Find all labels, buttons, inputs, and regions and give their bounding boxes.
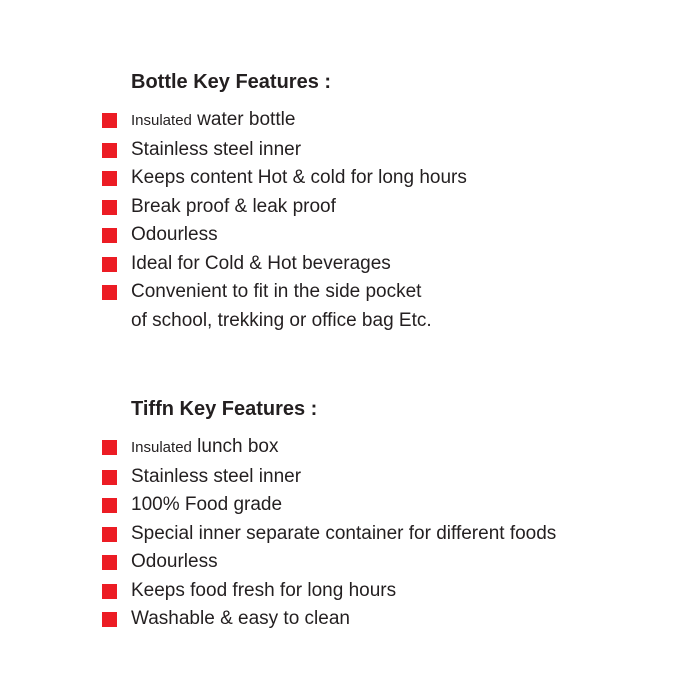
list-item-continuation: of school, trekking or office bag Etc. (131, 309, 432, 331)
red-square-bullet-icon (102, 498, 117, 513)
list-item-text: Stainless steel inner (131, 138, 302, 160)
bottle-features-list (102, 106, 662, 335)
list-item (102, 164, 662, 193)
red-square-bullet-icon (102, 470, 117, 485)
red-square-bullet-icon (102, 200, 117, 215)
list-item-text: water bottle (191, 109, 296, 130)
list-item-text: Keeps content Hot & cold for long hours (131, 167, 467, 188)
list-item-text: Stainless steel inner (131, 465, 302, 487)
list-item-text: Odourless (131, 224, 218, 245)
red-square-bullet-icon (102, 285, 117, 300)
list-item (102, 605, 662, 634)
list-item (102, 433, 662, 463)
bottle-features-section (102, 66, 662, 335)
red-square-bullet-icon (102, 257, 117, 272)
red-square-bullet-icon (102, 440, 117, 455)
list-item-prefix: Insulated (131, 112, 192, 129)
list-item-text: Washable & easy to clean (131, 608, 350, 629)
red-square-bullet-icon (102, 612, 117, 627)
red-square-bullet-icon (102, 143, 117, 158)
list-item-text: Keeps food fresh for long hours (131, 579, 397, 601)
tiffin-features-section (102, 393, 662, 634)
list-item (102, 106, 662, 136)
list-item-text: lunch box (191, 436, 279, 457)
list-item (102, 577, 662, 606)
red-square-bullet-icon (102, 555, 117, 570)
list-item-text: Odourless (131, 551, 218, 572)
list-item-text: 100% Food grade (131, 494, 283, 515)
list-item-text: Convenient to fit in the side pocket (131, 281, 422, 302)
list-item (102, 250, 662, 279)
red-square-bullet-icon (102, 527, 117, 542)
list-item-prefix: Insulated (131, 439, 192, 456)
list-item (102, 221, 662, 250)
red-square-bullet-icon (102, 113, 117, 128)
bottle-features-heading: Bottle Key Features : (131, 71, 332, 93)
list-item (102, 491, 662, 520)
red-square-bullet-icon (102, 228, 117, 243)
list-item (102, 520, 662, 549)
list-item (102, 548, 662, 577)
list-item (102, 463, 662, 492)
tiffin-features-list (102, 433, 662, 634)
red-square-bullet-icon (102, 584, 117, 599)
list-item-text: Special inner separate container for different foods (131, 522, 557, 544)
list-item-text: Break proof & leak proof (131, 195, 336, 217)
list-item (102, 278, 662, 335)
list-item-text: Ideal for Cold & Hot beverages (131, 252, 391, 274)
red-square-bullet-icon (102, 171, 117, 186)
list-item (102, 193, 662, 222)
tiffin-features-heading: Tiffn Key Features : (131, 398, 318, 420)
list-item (102, 136, 662, 165)
